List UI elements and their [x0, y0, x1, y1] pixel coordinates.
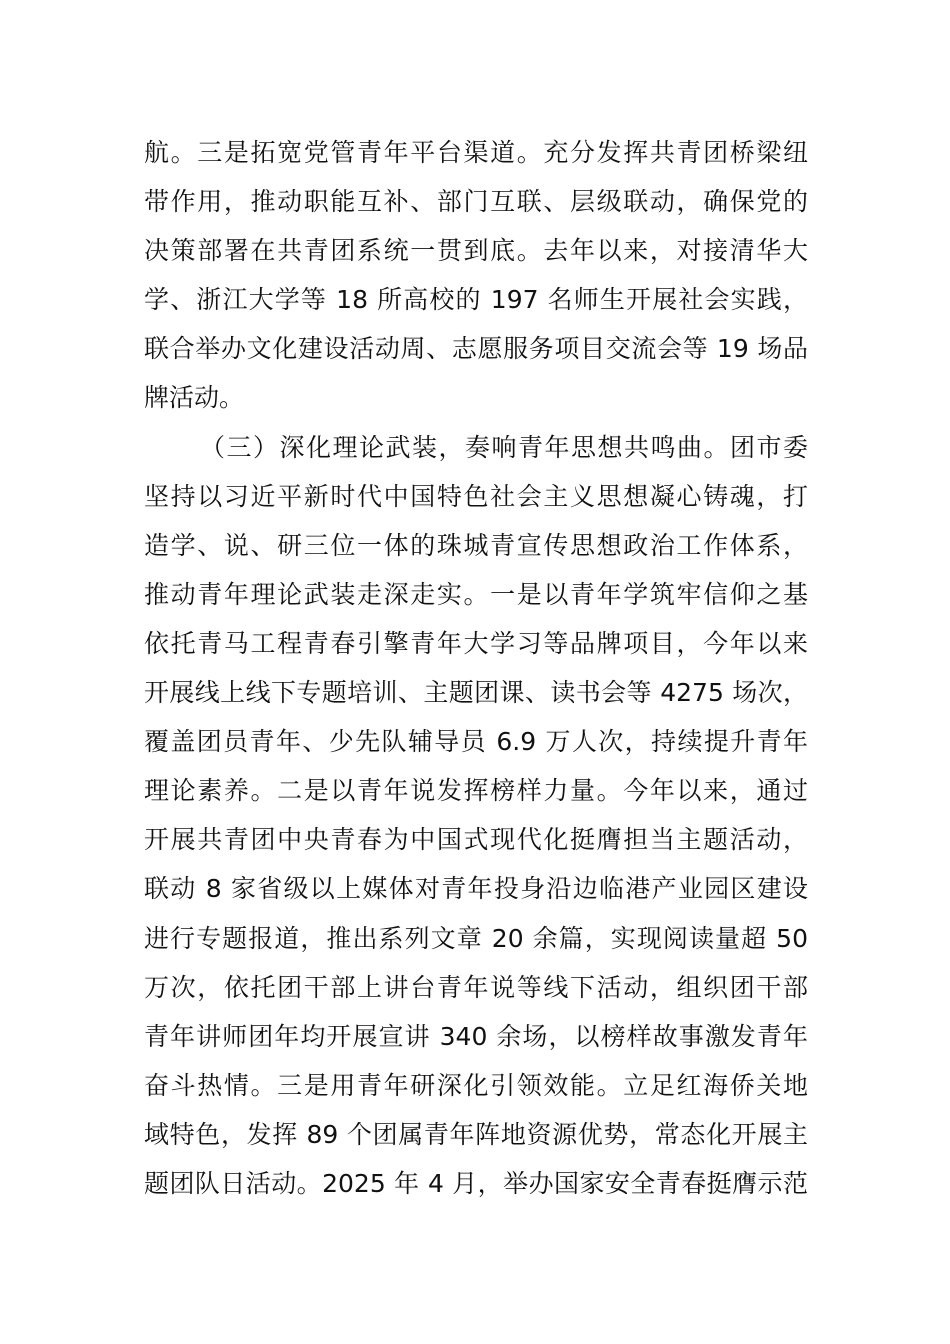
text-line: 开展共青团中央青春为中国式现代化挺膺担当主题活动，: [144, 825, 808, 855]
text-line: 决策部署在共青团系统一贯到底。去年以来，对接清华大: [144, 236, 808, 266]
text-line: 学、浙江大学等 18 所高校的 197 名师生开展社会实践，: [144, 285, 808, 315]
text-line: 牌活动。: [144, 383, 245, 413]
text-line: 带作用，推动职能互补、部门互联、层级联动，确保党的: [144, 187, 808, 217]
text-line: 奋斗热情。三是用青年研深化引领效能。立足红海侨关地: [144, 1070, 808, 1100]
text-line: 开展线上线下专题培训、主题团课、读书会等 4275 场次，: [144, 678, 808, 708]
text-line: 联合举办文化建设活动周、志愿服务项目交流会等 19 场品: [144, 334, 808, 364]
text-line: 航。三是拓宽党管青年平台渠道。充分发挥共青团桥梁纽: [144, 138, 808, 167]
text-line: 理论素养。二是以青年说发挥榜样力量。今年以来，通过: [144, 776, 808, 806]
text-line: 进行专题报道，推出系列文章 20 余篇，实现阅读量超 50: [144, 923, 808, 953]
text-line: 依托青马工程青春引擎青年大学习等品牌项目，今年以来: [144, 628, 808, 658]
text-line: 联动 8 家省级以上媒体对青年投身沿边临港产业园区建设: [144, 874, 808, 904]
text-line: 域特色，发挥 89 个团属青年阵地资源优势，常态化开展主: [144, 1119, 808, 1149]
text-line: 造学、说、研三位一体的珠城青宣传思想政治工作体系，: [144, 530, 808, 560]
section-heading-line: （三）深化理论武装，奏响青年思想共鸣曲。团市委: [200, 432, 808, 462]
body-text: [144, 128, 808, 1208]
text-line: 题团队日活动。2025 年 4 月，举办国家安全青春挺膺示范: [144, 1168, 808, 1198]
text-line: 推动青年理论武装走深走实。一是以青年学筑牢信仰之基: [144, 579, 808, 609]
text-line: 青年讲师团年均开展宣讲 340 余场，以榜样故事激发青年: [144, 1021, 808, 1051]
text-line: 坚持以习近平新时代中国特色社会主义思想凝心铸魂，打: [144, 481, 808, 511]
text-line: 覆盖团员青年、少先队辅导员 6.9 万人次，持续提升青年: [144, 727, 808, 757]
text-line: 万次，依托团干部上讲台青年说等线下活动，组织团干部: [144, 972, 808, 1002]
